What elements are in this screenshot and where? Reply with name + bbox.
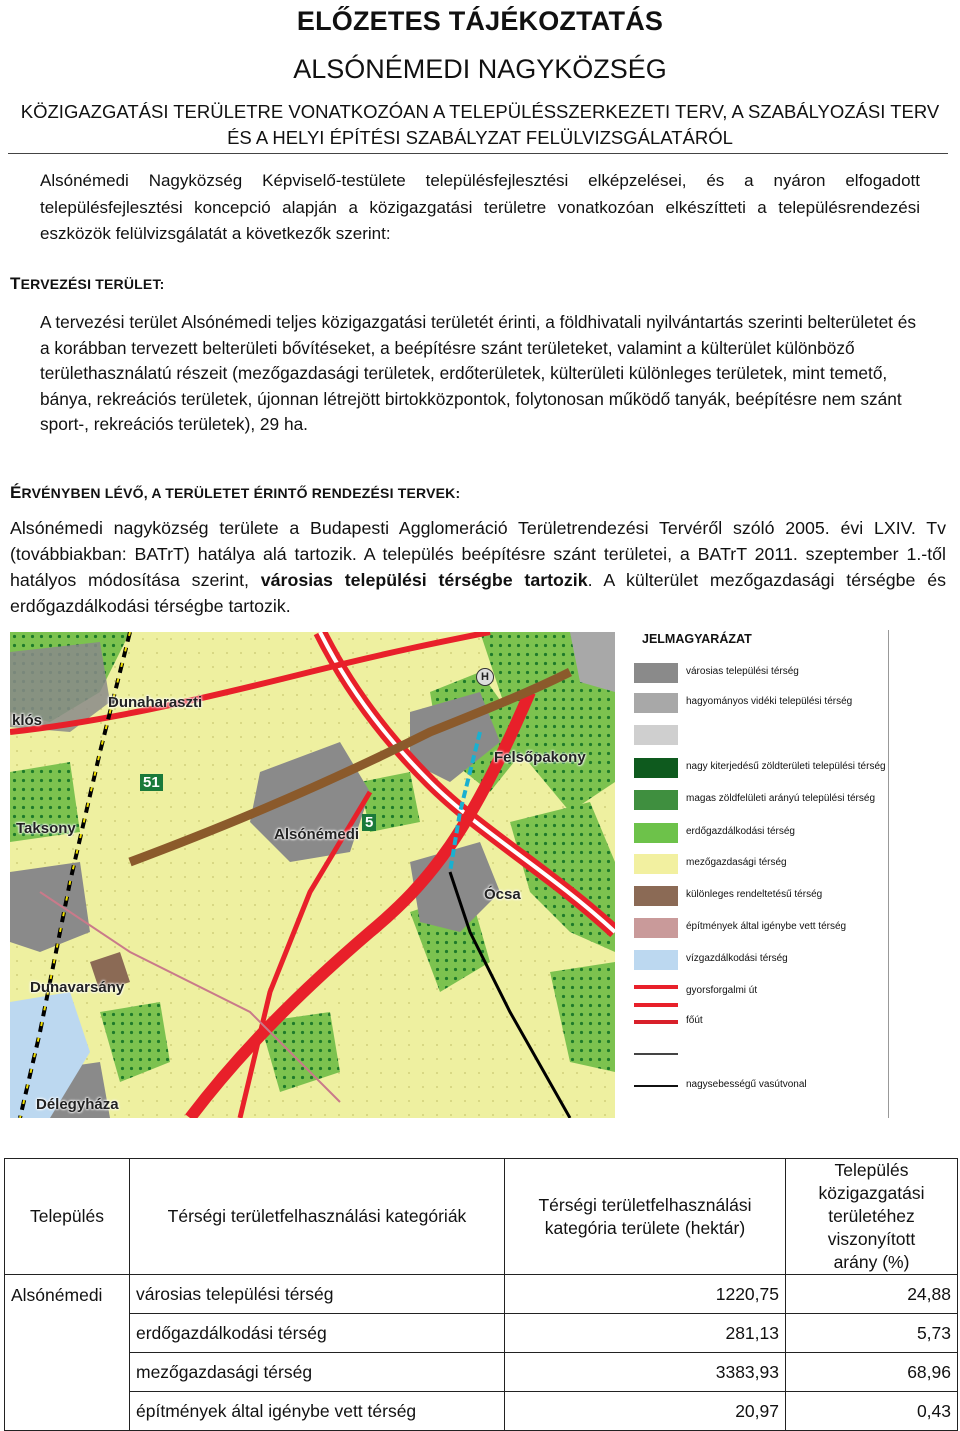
legend-item <box>634 725 894 747</box>
legend-label: gyorsforgalmi út <box>686 985 758 996</box>
regional-plan-map <box>10 632 615 1118</box>
legend-title: JELMAGYARÁZAT <box>642 632 752 646</box>
map-graphic <box>10 632 615 1118</box>
table-ratio-cell: 24,88 <box>786 1275 958 1314</box>
table-category-cell: építmények által igénybe vett térség <box>130 1392 505 1431</box>
intro-paragraph: Alsónémedi Nagyközség Képviselő-testülete településfejlesztési elképzelései, és a nyáron elfogadott településfejlesztési koncepció alapján a közigazgatási területre vonatkozóan elkészítteti a településrendezési eszközök felülvizsgálatát a következők szerint: <box>40 171 920 243</box>
heading-rest: RVÉNYBEN LÉVŐ, A TERÜLETET ÉRINTŐ RENDEZÉSI TERVEK: <box>21 485 461 501</box>
table-settlement-cell: Alsónémedi <box>5 1275 130 1431</box>
land-use-table <box>4 1158 958 1431</box>
table-ratio-cell: 0,43 <box>786 1392 958 1431</box>
table-category-cell: városias települési térség <box>130 1275 505 1314</box>
table-ratio-cell: 68,96 <box>786 1353 958 1392</box>
map-h-symbol: H <box>476 668 494 686</box>
legend-swatch <box>634 985 678 1007</box>
planning-area-paragraph: A tervezési terület Alsónémedi teljes közigazgatási területét érinti, a földhivatali nyilvántartás szerinti belterületet és a korábban tervezett belterületi bővítéseket, a beépítésre szánt területeket, valamint a külterület különböző területhasználatú részeit (mezőgazdasági területek, erdőterületek, külterületi különleges területek, mint temető, bánya, rekreációs területek, újonnan létrejött birtokközpontok, folytonosan működő tanyák, beépítésre nem szánt sport-, rekreációs területek), 29 ha. <box>40 312 917 435</box>
paragraph-text: Alsónémedi nagyközség területe a Budapesti Agglomeráció Területrendezési Tervéről szóló 2005. évi LXIV. Tv (továbbiakban: BATrT) hatálya alá tartozik. A település beépítésre szánt területei, a BATrT 2011. szeptember 1.-től hatályos módosítása szerint, <box>10 518 946 590</box>
table-area-cell: 20,97 <box>505 1392 786 1431</box>
legend-swatch <box>634 758 678 778</box>
table-header-cell: Térségi területfelhasználási kategóriák <box>130 1159 505 1275</box>
table-header-row <box>5 1159 958 1275</box>
map-label-dunaharaszti: Dunaharaszti <box>108 694 203 711</box>
map-label-taksony: Taksony <box>16 820 76 837</box>
table-ratio-cell: 5,73 <box>786 1314 958 1353</box>
legend-label: építmények által igénybe vett térség <box>686 921 847 932</box>
road-number-5: 5 <box>362 814 376 831</box>
legend-label: erdőgazdálkodási térség <box>686 826 795 837</box>
legend-label: főút <box>686 1015 703 1026</box>
legend-swatch <box>634 693 678 713</box>
heading-initial: T <box>10 274 21 293</box>
heading-rest: ERVEZÉSI TERÜLET: <box>20 276 165 292</box>
legend-item <box>634 663 894 685</box>
page-title: ELŐZETES TÁJÉKOZTATÁS <box>296 6 664 36</box>
legend-label: hagyományos vidéki települési térség <box>686 696 853 707</box>
table-category-cell: mezőgazdasági térség <box>130 1353 505 1392</box>
legend-item <box>634 1076 894 1098</box>
table-header-cell: Település közigazgatási területéhez viszonyított arány (%) <box>786 1159 958 1275</box>
table-category-cell: erdőgazdálkodási térség <box>130 1314 505 1353</box>
legend-swatch <box>634 1085 678 1087</box>
legend-label: városias települési térség <box>686 666 799 677</box>
legend-item <box>634 950 894 972</box>
legend-swatch <box>634 663 678 683</box>
legend-swatch <box>634 790 678 810</box>
table-header-cell: Település <box>5 1159 130 1275</box>
map-label-dunavarsany: Dunavarsány <box>30 979 125 996</box>
legend-label: magas zöldfelületi arányú települési térség <box>686 793 875 804</box>
legend-label: nagy kiterjedésű zöldterületi települési térség <box>686 761 886 772</box>
legend-item <box>634 758 894 780</box>
legend-item <box>634 790 894 812</box>
paragraph-bold-text: városias települési térségbe tartozik <box>260 570 588 590</box>
table-area-cell: 3383,93 <box>505 1353 786 1392</box>
map-legend <box>628 630 889 1118</box>
road-number-51: 51 <box>140 774 163 791</box>
legend-item <box>634 693 894 715</box>
map-label-klos: klós <box>12 712 43 729</box>
legend-item <box>634 886 894 908</box>
paragraph-text: . A külterület mezőgazdasági térségbe és erdőgazdálkodási térségbe tartozik. <box>10 570 946 616</box>
legend-item <box>634 854 894 876</box>
legend-item <box>634 1044 894 1066</box>
table-row <box>5 1275 958 1314</box>
legend-item <box>634 918 894 940</box>
legend-swatch <box>634 1020 678 1024</box>
table-area-cell: 1220,75 <box>505 1275 786 1314</box>
legend-item <box>634 823 894 845</box>
map-label-felsopakony: Felsőpakony <box>494 749 586 766</box>
heading-initial: É <box>10 483 22 502</box>
legend-swatch <box>634 950 678 970</box>
map-label-ocsa: Ócsa <box>484 886 521 903</box>
legend-item <box>634 1012 894 1034</box>
table-row <box>5 1353 958 1392</box>
table-row <box>5 1314 958 1353</box>
page-description: KÖZIGAZGATÁSI TERÜLETRE VONATKOZÓAN A TELEPÜLÉSSZERKEZETI TERV, A SZABÁLYOZÁSI TERV ÉS A HELYI ÉPÍTÉSI SZABÁLYZAT FELÜLVIZSGÁLATÁRÓL <box>20 101 940 148</box>
legend-swatch <box>634 1053 678 1055</box>
legend-label: nagysebességű vasútvonal <box>686 1079 807 1090</box>
legend-swatch <box>634 725 678 745</box>
map-label-alsonemedi: Alsónémedi <box>274 826 360 843</box>
table-row <box>5 1392 958 1431</box>
legend-swatch <box>634 823 678 843</box>
legend-label: különleges rendeltetésű térség <box>686 889 823 900</box>
title-divider <box>8 153 948 154</box>
table-area-cell: 281,13 <box>505 1314 786 1353</box>
legend-swatch <box>634 918 678 938</box>
section-heading-valid-plans <box>10 483 460 503</box>
legend-swatch <box>634 854 678 874</box>
section-heading-planning-area <box>10 274 165 294</box>
map-label-delegyhaza: Délegyháza <box>36 1096 119 1113</box>
legend-label: mezőgazdasági térség <box>686 857 787 868</box>
page-subtitle: ALSÓNÉMEDI NAGYKÖZSÉG <box>293 54 667 84</box>
legend-item <box>634 982 894 1004</box>
table-header-cell: Térségi területfelhasználási kategória területe (hektár) <box>505 1159 786 1275</box>
legend-label: vízgazdálkodási térség <box>686 953 788 964</box>
legend-swatch <box>634 886 678 906</box>
valid-plans-paragraph <box>10 515 946 619</box>
